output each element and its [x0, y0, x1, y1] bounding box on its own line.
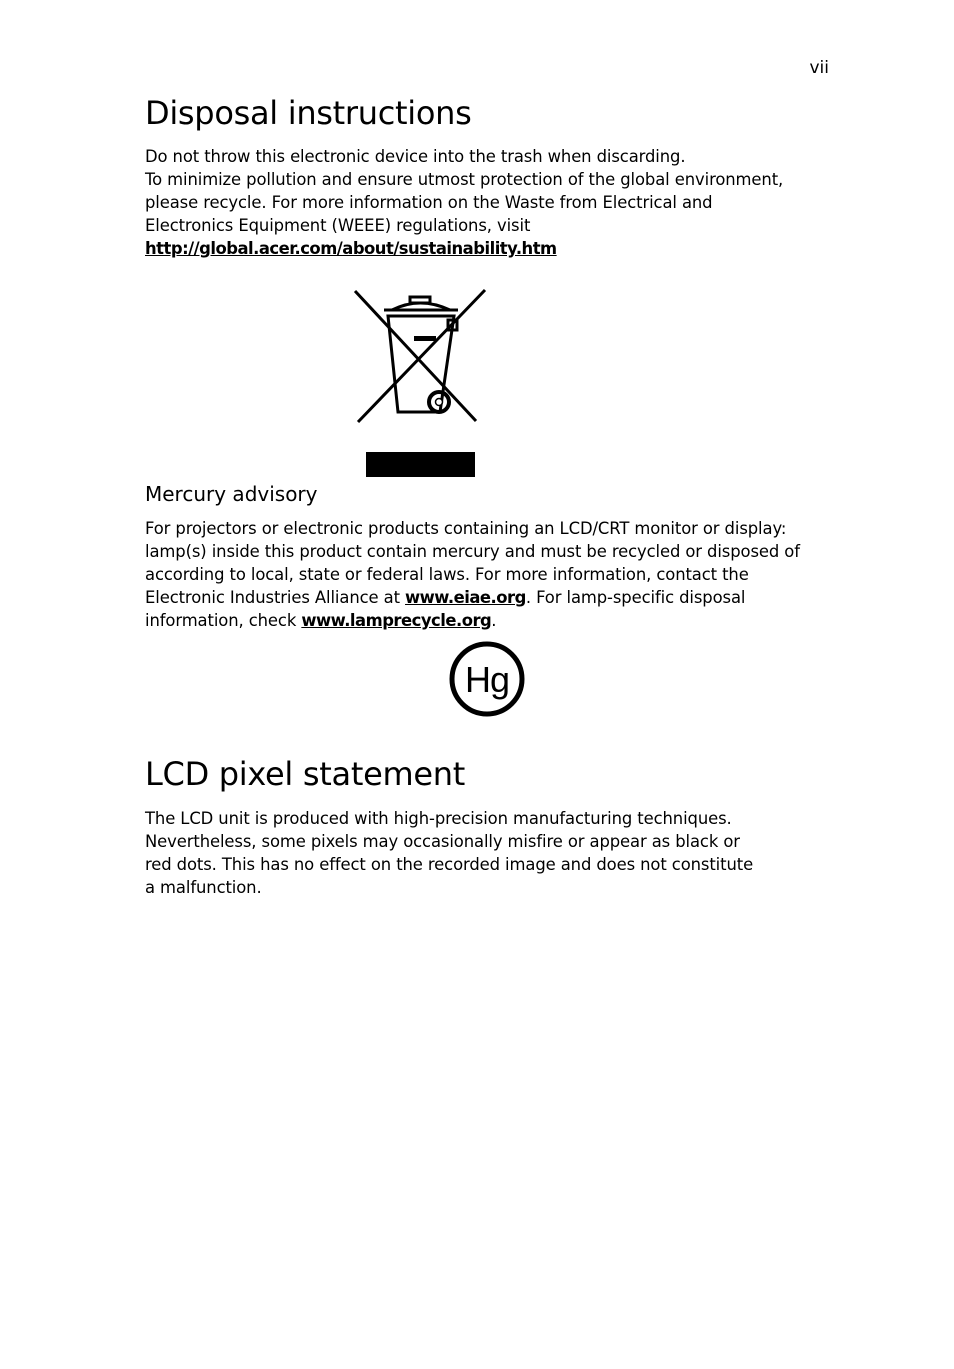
lcd-line-3: red dots. This has no effect on the recorded image and does not constitute [145, 855, 754, 874]
mercury-line-1: For projectors or electronic products containing an LCD/CRT monitor or display: [145, 519, 787, 538]
mercury-paragraph [145, 517, 845, 632]
eiae-link[interactable]: www.eiae.org [405, 588, 526, 607]
lamprecycle-link[interactable]: www.lamprecycle.org [301, 611, 492, 630]
mercury-title: Mercury advisory [145, 482, 318, 506]
mercury-line-2: lamp(s) inside this product contain mercury and must be recycled or disposed of [145, 542, 800, 561]
hg-symbol-text: Hg [464, 659, 510, 700]
disposal-line-3: please recycle. For more information on the Waste from Electrical and [145, 193, 713, 212]
mercury-hg-icon [447, 640, 527, 718]
sustainability-link[interactable]: http://global.acer.com/about/sustainability.htm [145, 239, 557, 258]
mercury-line-5-post: . [491, 611, 497, 630]
disposal-paragraph [145, 145, 845, 260]
mercury-line-4 [145, 586, 845, 609]
disposal-line-2: To minimize pollution and ensure utmost protection of the global environment, [145, 170, 784, 189]
mercury-line-5-pre: information, check [145, 611, 302, 630]
mercury-line-3: according to local, state or federal laws. For more information, contact the [145, 565, 749, 584]
mercury-line-4-post: . For lamp-specific disposal [525, 588, 746, 607]
lcd-line-2: Nevertheless, some pixels may occasionally misfire or appear as black or [145, 832, 740, 851]
disposal-line-4: Electronics Equipment (WEEE) regulations, visit [145, 216, 531, 235]
mercury-line-4-pre: Electronic Industries Alliance at [145, 588, 406, 607]
crossed-out-wheelie-bin-icon [350, 286, 490, 480]
page-number: vii [809, 58, 829, 78]
disposal-line-1: Do not throw this electronic device into the trash when discarding. [145, 147, 686, 166]
disposal-title: Disposal instructions [145, 94, 472, 132]
lcd-title: LCD pixel statement [145, 755, 465, 793]
lcd-line-1: The LCD unit is produced with high-precision manufacturing techniques. [145, 809, 732, 828]
mercury-line-5 [145, 609, 845, 632]
lcd-paragraph [145, 807, 845, 899]
lcd-line-4: a malfunction. [145, 878, 262, 897]
